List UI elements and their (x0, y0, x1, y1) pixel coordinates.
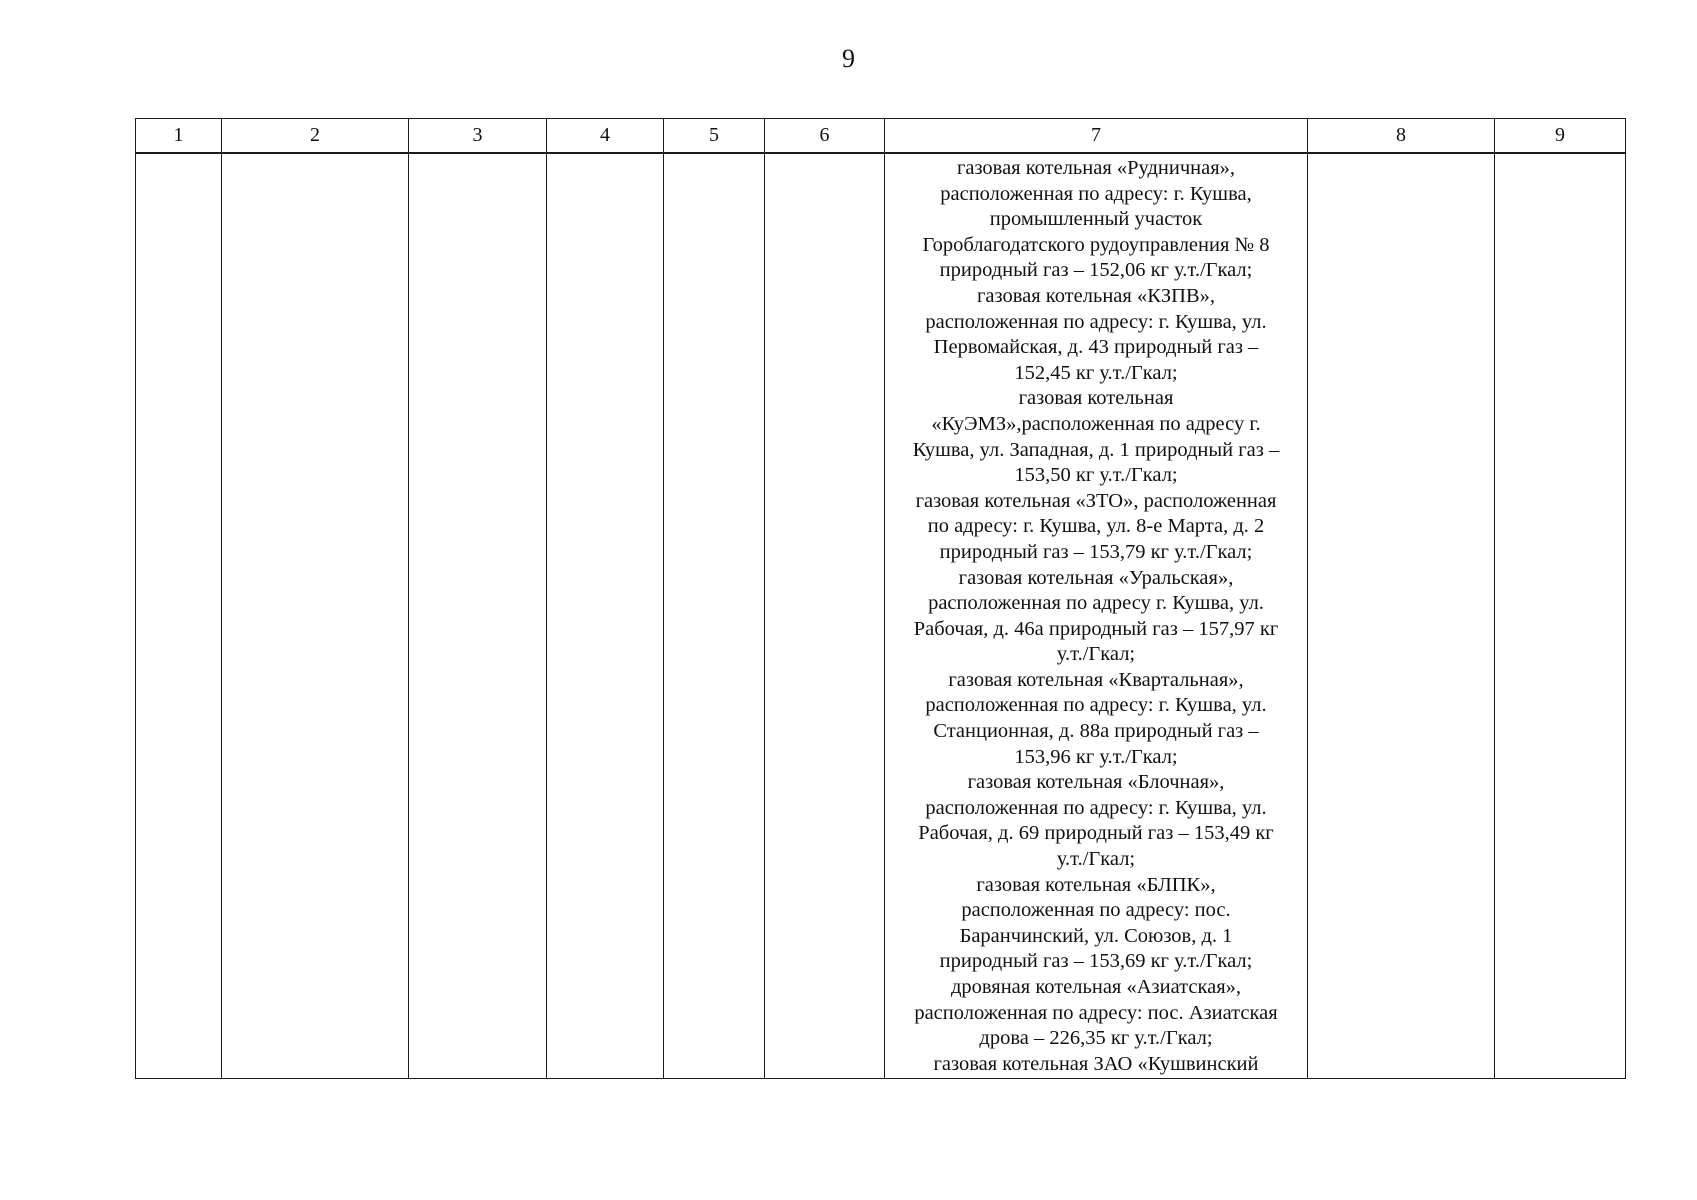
page-number: 9 (842, 44, 855, 73)
cell-col-2 (222, 153, 409, 1079)
text-line: газовая котельная «Уральская», (958, 566, 1234, 589)
cell-col-5 (664, 153, 765, 1079)
text-line: расположенная по адресу: пос. (961, 899, 1231, 922)
column-header-9: 9 (1495, 119, 1626, 154)
column-header-7: 7 (885, 119, 1308, 154)
text-line: у.т./Гкал; (1056, 848, 1136, 871)
text-line: газовая котельная «ЗТО», расположенная (915, 489, 1277, 512)
column-header-1: 1 (136, 119, 222, 154)
text-line: 153,50 кг у.т./Гкал; (1014, 464, 1178, 487)
text-line: газовая котельная (1018, 387, 1174, 410)
text-line: Кушва, ул. Западная, д. 1 природный газ – (912, 438, 1280, 461)
column-header-8: 8 (1308, 119, 1495, 154)
text-line: по адресу: г. Кушва, ул. 8-е Марта, д. 2 (927, 515, 1265, 538)
cell-col-9 (1495, 153, 1626, 1079)
text-line: Рабочая, д. 69 природный газ – 153,49 кг (918, 822, 1274, 845)
text-line: расположенная по адресу: г. Кушва, ул. (925, 310, 1267, 333)
text-line: природный газ – 152,06 кг у.т./Гкал; (939, 259, 1253, 282)
text-line: газовая котельная «БЛПК», (976, 873, 1216, 896)
cell-col-7-boiler-list (885, 153, 1308, 1079)
text-line: Баранчинский, ул. Союзов, д. 1 (959, 924, 1233, 947)
text-line: природный газ – 153,79 кг у.т./Гкал; (939, 540, 1253, 563)
column-header-4: 4 (547, 119, 664, 154)
text-line: 152,45 кг у.т./Гкал; (1014, 361, 1178, 384)
cell-col-8 (1308, 153, 1495, 1079)
cell-col-1 (136, 153, 222, 1079)
text-line: расположенная по адресу: г. Кушва, (940, 182, 1252, 205)
column-header-5: 5 (664, 119, 765, 154)
text-line: Гороблагодатского рудоуправления № 8 (922, 233, 1270, 256)
text-line: расположенная по адресу г. Кушва, ул. (928, 592, 1264, 615)
cell-col-4 (547, 153, 664, 1079)
text-line: «КуЭМЗ»,расположенная по адресу г. (931, 412, 1261, 435)
text-line: природный газ – 153,69 кг у.т./Гкал; (939, 950, 1253, 973)
header-row (136, 119, 1626, 154)
text-line: газовая котельная «Блочная», (967, 771, 1225, 794)
text-line: газовая котельная ЗАО «Кушвинский (933, 1052, 1259, 1075)
text-line: у.т./Гкал; (1056, 643, 1136, 666)
text-line: газовая котельная «КЗПВ», (976, 284, 1215, 307)
table-row (136, 153, 1626, 1079)
text-line: Станционная, д. 88а природный газ – (933, 720, 1259, 743)
text-line: газовая котельная «Квартальная», (948, 668, 1244, 691)
cell-col-6 (765, 153, 885, 1079)
text-line: газовая котельная «Рудничная», (956, 157, 1236, 179)
column-header-2: 2 (222, 119, 409, 154)
text-line: расположенная по адресу: г. Кушва, ул. (925, 796, 1267, 819)
text-line: дрова – 226,35 кг у.т./Гкал; (979, 1027, 1213, 1050)
text-line: расположенная по адресу: г. Кушва, ул. (925, 694, 1267, 717)
data-table (135, 118, 1626, 1079)
column-header-6: 6 (765, 119, 885, 154)
column-header-3: 3 (409, 119, 547, 154)
text-line: дровяная котельная «Азиатская», (950, 976, 1242, 998)
text-line: 153,96 кг у.т./Гкал; (1014, 745, 1178, 768)
text-line: Первомайская, д. 43 природный газ – (933, 336, 1259, 359)
text-line: расположенная по адресу: пос. Азиатская (914, 1001, 1278, 1024)
text-line: Рабочая, д. 46а природный газ – 157,97 кг (913, 617, 1279, 640)
cell-col-3 (409, 153, 547, 1079)
text-line: промышленный участок (989, 208, 1203, 231)
